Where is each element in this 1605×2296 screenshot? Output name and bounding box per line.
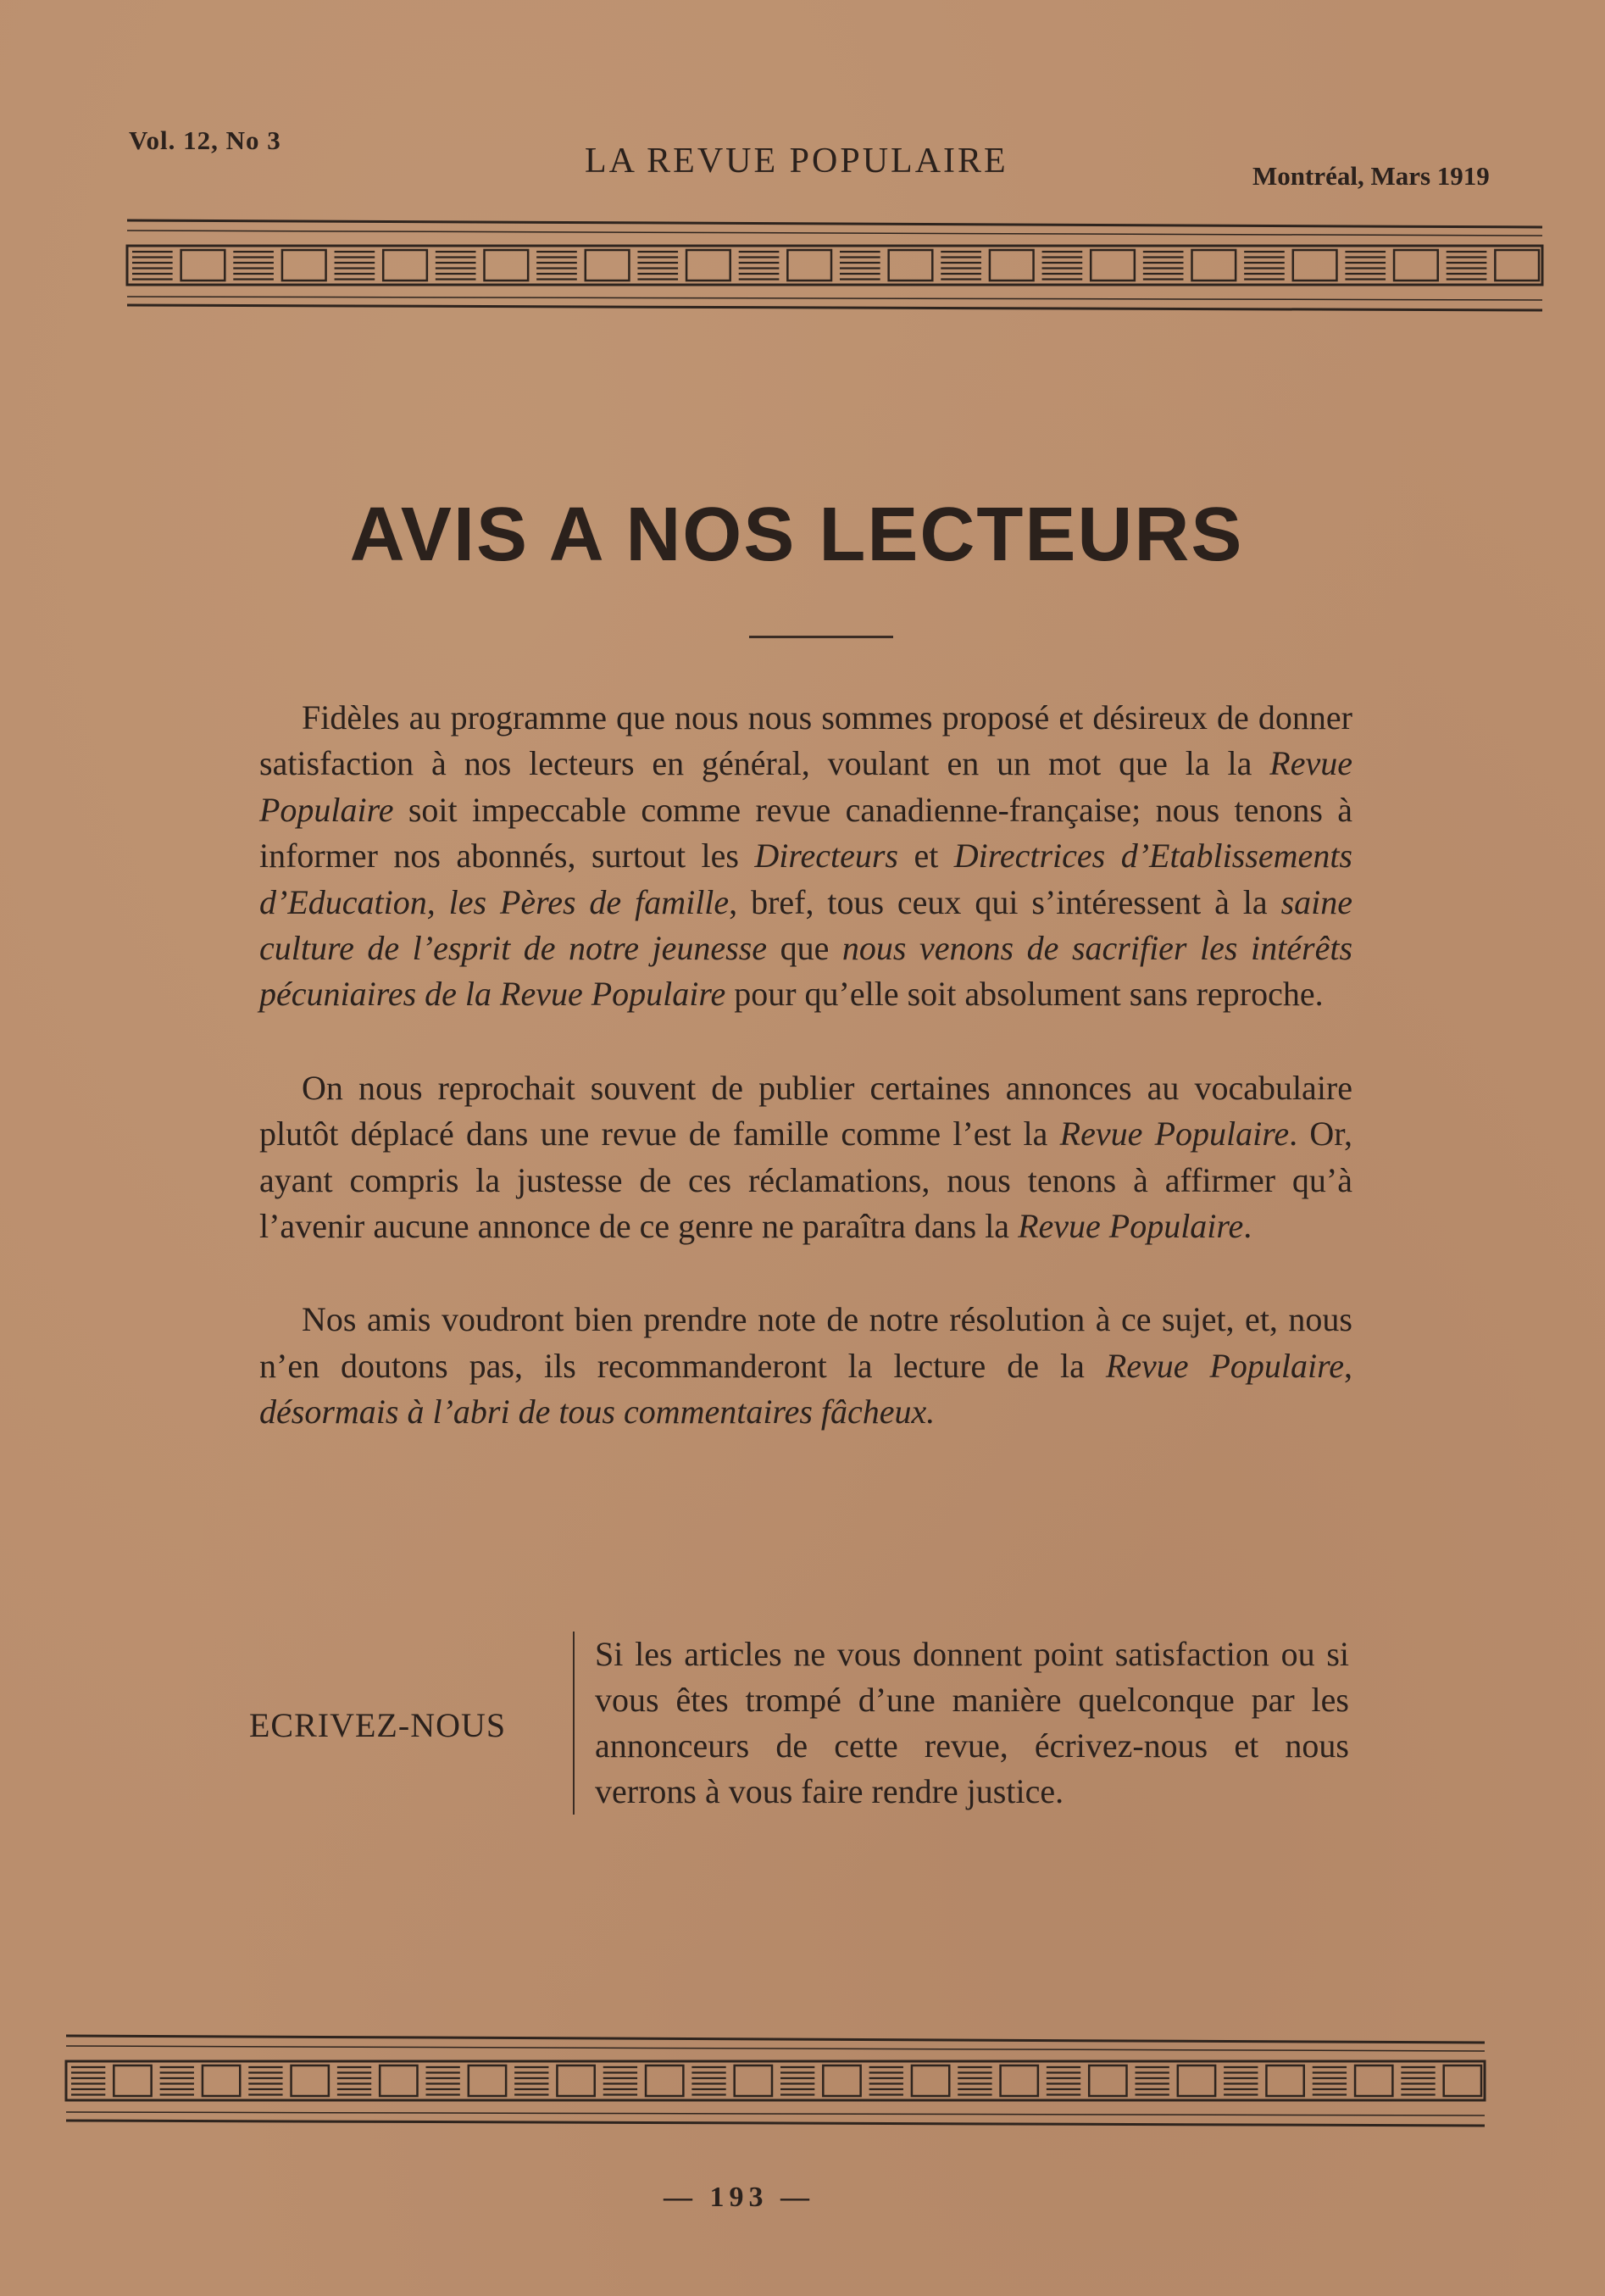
text-run: . Or, ayant compris la justesse de ces réclamations, nous tenons à affirmer qu’à l’avenir aucune annonce de ce genre ne paraîtra dans la: [259, 1115, 1352, 1246]
notice-paragraph: [259, 1297, 1352, 1435]
bottom-decorative-border: [0, 2024, 1605, 2168]
notice-paragraph: [259, 695, 1352, 1018]
text-run: , bref, tous ceux qui s’intéressent à la: [729, 882, 1281, 921]
publication-title: LA REVUE POPULAIRE: [585, 142, 1008, 181]
text-run: ,: [1343, 1346, 1352, 1385]
volume-number: Vol. 12, No 3: [129, 125, 281, 155]
text-run: pour qu’elle soit absolument sans reproche.: [725, 975, 1324, 1014]
italic-run: Revue Populaire: [1105, 1346, 1344, 1385]
italic-run: Revue Populaire: [1018, 1207, 1244, 1246]
italic-run: Directeurs: [754, 837, 898, 876]
italic-run: nous venons de sacrifier les intérêts pécuniaires de la Revue Populaire: [259, 929, 1353, 1014]
place-and-date: Montréal, Mars 1919: [1252, 161, 1490, 191]
text-run: Fidèles au programme que nous nous sommes proposé et désireux de donner satisfaction à nos lecteurs en général, voulant en un mot que la la: [259, 698, 1352, 783]
ecrivez-nous-text: Si les articles ne vous donnent point satisfaction ou si vous êtes trompé d’une manière quelconque par les annonceurs de cette revue, écrivez-nous et nous verrons à vous faire rendre justice.: [573, 1632, 1349, 1815]
notice-body: [259, 695, 1352, 1483]
italic-run: Revue Populaire: [259, 744, 1352, 829]
top-decorative-border: [0, 212, 1605, 339]
text-run: On nous reprochait souvent de publier certaines annonces au vocabulaire plutôt déplacé dans une revue de famille comme l’est la: [259, 1068, 1352, 1154]
italic-run: Revue Populaire: [1059, 1115, 1290, 1154]
italic-run: désormais à l’abri de tous commentaires fâcheux.: [259, 1393, 936, 1432]
page-number: — 193 —: [664, 2182, 814, 2213]
text-run: et: [898, 837, 954, 876]
italic-run: saine culture de l’esprit de notre jeunesse: [259, 882, 1352, 968]
title-underline: [749, 636, 893, 638]
text-run: Nos amis voudront bien prendre note de notre résolution à ce sujet, et, nous n’en doutons pas, ils recommanderont la lecture de la: [259, 1300, 1352, 1385]
page-title: AVIS A NOS LECTEURS: [349, 492, 1244, 577]
text-run: que: [767, 929, 842, 968]
italic-run: Directrices d’Etablissements d’Education, les Pères de famille: [259, 837, 1352, 921]
ecrivez-nous-label: ECRIVEZ-NOUS: [249, 1706, 507, 1744]
notice-paragraph: [259, 1065, 1352, 1250]
text-run: .: [1243, 1207, 1252, 1246]
text-run: soit impeccable comme revue canadienne-française; nous tenons à informer nos abonnés, surtout les: [259, 790, 1352, 876]
